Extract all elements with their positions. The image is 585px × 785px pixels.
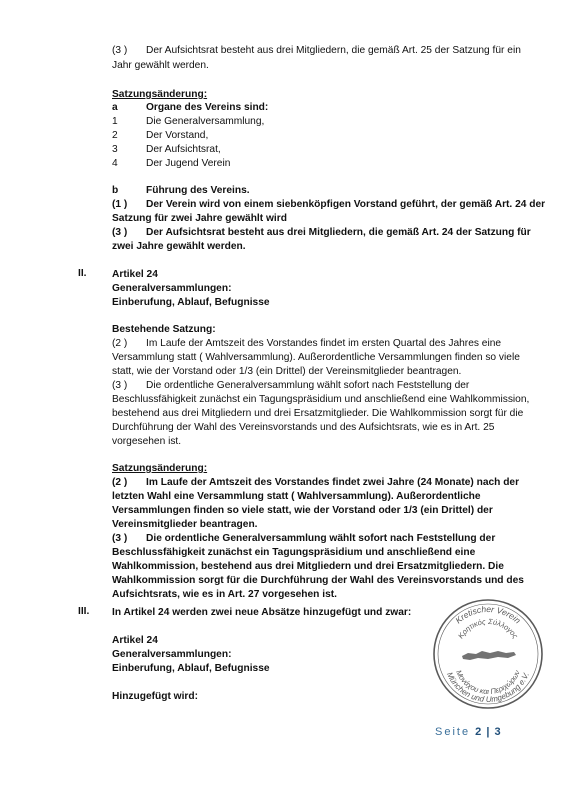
- list-item-text: Der Vorstand,: [146, 130, 209, 141]
- paragraph-line: Durchführung der Wahl des Vereinsvorstands und des Aufsichtsrats, wie es in Art. 25: [112, 422, 495, 433]
- article-subtitle: Einberufung, Ablauf, Befugnisse: [112, 663, 270, 674]
- paragraph-line: Beschlussfähigkeit zunächst ein Tagungspräsidium und anschließend eine: [112, 547, 476, 558]
- paragraph-line: Versammlungen finden so viele statt, wie der Vorstand oder 1/3 (ein Drittel) der: [112, 505, 493, 516]
- paragraph-line: statt, wie der Vorstand oder 1/3 (ein Drittel) der Vereinsmitglieder beantragen.: [112, 366, 462, 377]
- page-separator: |: [486, 726, 490, 738]
- stamp-top-text: Kretischer Verein: [453, 603, 523, 626]
- paragraph-line: Beschlussfähigkeit zunächst ein Tagungspräsidium und anschließend eine Wahlkommission,: [112, 394, 530, 405]
- paragraph-text: Im Laufe der Amtszeit des Vorstandes findet im ersten Quartal des Jahres eine: [146, 338, 502, 349]
- list-item-text: Der Aufsichtsrat,: [146, 144, 221, 155]
- page-footer: [435, 726, 501, 738]
- article-subtitle: Generalversammlungen:: [112, 649, 232, 660]
- paragraph-number: (3 ): [112, 227, 128, 238]
- stamp-greek-top-text: Κρητικός Σύλλογος: [456, 616, 520, 641]
- list-letter: b: [112, 185, 119, 196]
- paragraph-line: Versammlung statt ( Wahlversammlung). Außerordentliche Versammlungen finden so viele: [112, 352, 520, 363]
- paragraph-number: (2 ): [112, 338, 128, 349]
- association-stamp: [432, 598, 544, 710]
- paragraph-line: zwei Jahre gewählt werden.: [112, 241, 246, 252]
- page-current: 2: [475, 726, 482, 738]
- list-item-number: 4: [112, 158, 118, 169]
- paragraph-text: Der Aufsichtsrat besteht aus drei Mitgliedern, die gemäß Art. 24 der Satzung für: [146, 227, 531, 238]
- paragraph-line: Wahlkommission sorgt für die Durchführung der Wahl des Vereinsvorstands und des: [112, 575, 524, 586]
- section-heading: Satzungsänderung:: [112, 463, 208, 474]
- section-numeral: II.: [78, 268, 87, 279]
- list-item-text: Die Generalversammlung,: [146, 116, 265, 127]
- paragraph-line: In Artikel 24 werden zwei neue Absätze hinzugefügt und zwar:: [112, 607, 412, 618]
- article-subtitle: Einberufung, Ablauf, Befugnisse: [112, 297, 270, 308]
- list-item-number: 3: [112, 144, 118, 155]
- paragraph-number: (3 ): [112, 533, 128, 544]
- crete-island-icon: [462, 651, 516, 660]
- paragraph-line: letzten Wahl eine Versammlung statt ( Wahlversammlung). Außerordentliche: [112, 491, 481, 502]
- stamp-greek-bottom-text: Μονάχου και Περιχώρων: [454, 668, 522, 697]
- paragraph-line: Aufsichtsrats, wie es in Art. 27 vorgesehen ist.: [112, 589, 337, 600]
- list-heading-text: Führung des Vereins.: [146, 185, 250, 196]
- stamp-bottom-text: München und Umgebung e.V.: [444, 670, 531, 705]
- list-letter: a: [112, 102, 118, 113]
- paragraph-line: Jahr gewählt werden.: [112, 60, 209, 71]
- section-heading: Bestehende Satzung:: [112, 324, 216, 335]
- paragraph-number: (3 ): [112, 380, 128, 391]
- article-title: Artikel 24: [112, 635, 158, 646]
- page-label: Seite: [435, 726, 471, 738]
- paragraph-line: Satzung für zwei Jahre gewählt wird: [112, 213, 287, 224]
- paragraph-line: bestehend aus drei Mitgliedern und drei Ersatzmitglieder. Die Wahlkommission sorgt für die: [112, 408, 524, 419]
- paragraph-line: Hinzugefügt wird:: [112, 691, 199, 702]
- paragraph-number: (3 ): [112, 45, 128, 56]
- article-title: Artikel 24: [112, 269, 158, 280]
- paragraph-line: Wahlkommission, bestehend aus drei Mitgliedern und drei Ersatzmitgliedern. Die: [112, 561, 504, 572]
- page-total: 3: [494, 726, 501, 738]
- section-heading: Satzungsänderung:: [112, 89, 208, 100]
- paragraph-text: Die ordentliche Generalversammlung wählt sofort nach Feststellung der: [146, 380, 470, 391]
- list-item-number: 2: [112, 130, 118, 141]
- list-heading-text: Organe des Vereins sind:: [146, 102, 269, 113]
- list-item-text: Der Jugend Verein: [146, 158, 231, 169]
- paragraph-line: vorgesehen ist.: [112, 436, 182, 447]
- paragraph-number: (2 ): [112, 477, 128, 488]
- article-subtitle: Generalversammlungen:: [112, 283, 232, 294]
- paragraph-number: (1 ): [112, 199, 128, 210]
- section-numeral: III.: [78, 606, 90, 617]
- paragraph-line: Vereinsmitglieder beantragen.: [112, 519, 258, 530]
- paragraph-text: Im Laufe der Amtszeit des Vorstandes findet zwei Jahre (24 Monate) nach der: [146, 477, 520, 488]
- paragraph-text: Der Verein wird von einem siebenköpfigen Vorstand geführt, der gemäß Art. 24 der: [146, 199, 546, 210]
- paragraph-text: Die ordentliche Generalversammlung wählt sofort nach Feststellung der: [146, 533, 496, 544]
- paragraph-text: Der Aufsichtsrat besteht aus drei Mitgliedern, die gemäß Art. 25 der Satzung für ein: [146, 45, 521, 56]
- list-item-number: 1: [112, 116, 118, 127]
